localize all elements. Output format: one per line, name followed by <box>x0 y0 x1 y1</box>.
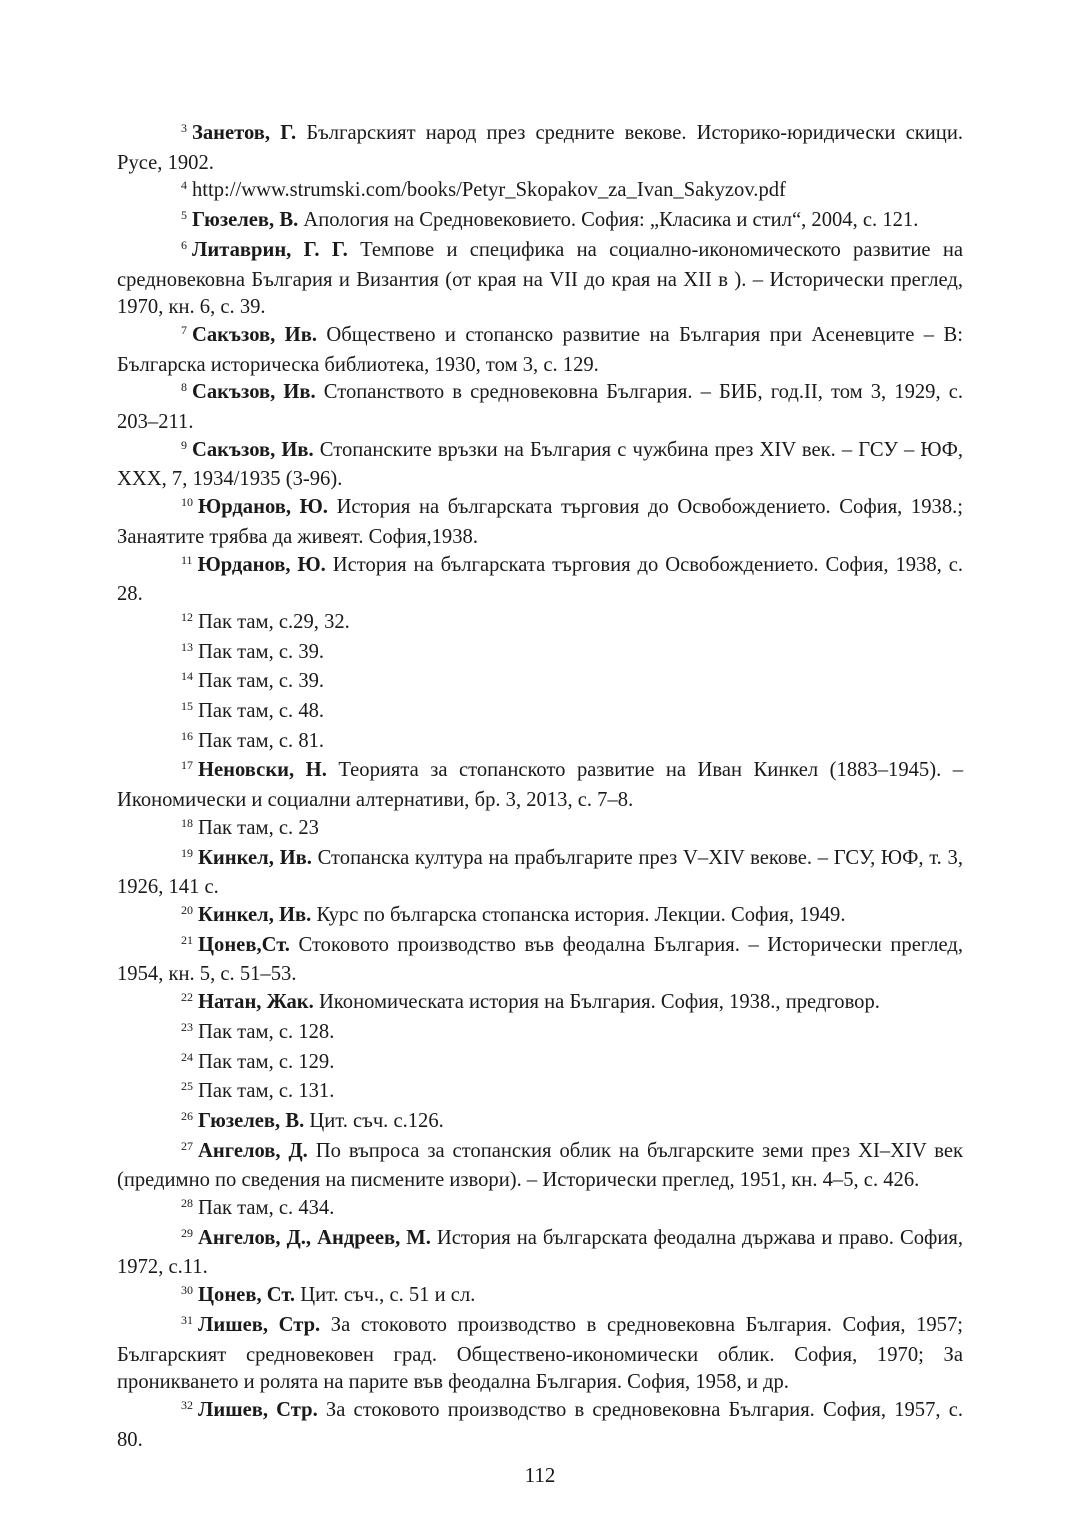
footnote-number: 19 <box>181 845 193 860</box>
footnote-15 <box>117 698 963 728</box>
footnote-text: Обществено и стопанско развитие на България при Асеневците – В: Българска историческа библиотека, 1930, том 3, с. 129. <box>117 323 963 376</box>
footnote-text: История на българската феодална държава и право. София, 1972, с.11. <box>117 1226 963 1279</box>
footnote-17 <box>117 757 963 814</box>
footnote-author: Гюзелев, В. <box>192 209 299 232</box>
footnote-18 <box>117 815 963 845</box>
footnote-number: 14 <box>181 669 193 684</box>
footnote-number: 29 <box>181 1225 193 1240</box>
footnote-author: Ангелов, Д., Андреев, М. <box>198 1226 431 1249</box>
footnote-number: 21 <box>181 932 193 947</box>
footnote-7 <box>117 322 963 379</box>
footnote-31 <box>117 1312 963 1397</box>
footnote-author: Гюзелев, В. <box>198 1109 305 1132</box>
footnote-author: Лишев, Стр. <box>198 1398 318 1421</box>
footnote-10 <box>117 494 963 551</box>
footnote-text: Темпове и специфика на социално-икономическото развитие на средновековна България и Византия (от края на VII до края на XII в ). – Исторически преглед, 1970, кн. 6, с. 39. <box>117 238 963 319</box>
footnote-text: За стоковото производство в средновековна България. София, 1957, с. 80. <box>117 1398 963 1451</box>
footnote-27 <box>117 1138 963 1195</box>
footnote-3 <box>117 120 963 177</box>
footnote-number: 4 <box>181 178 187 193</box>
footnote-number: 18 <box>181 815 193 830</box>
footnote-5 <box>117 207 963 237</box>
footnote-12 <box>117 609 963 639</box>
footnote-text: Цит. съч. с.126. <box>309 1109 444 1132</box>
footnote-number: 8 <box>181 380 187 395</box>
footnote-author: Юрданов, Ю. <box>197 553 326 576</box>
footnote-number: 32 <box>181 1397 193 1412</box>
footnote-8 <box>117 379 963 436</box>
footnote-number: 16 <box>181 728 193 743</box>
footnote-author: Цонев, Ст. <box>198 1284 296 1307</box>
footnote-text: Българският народ през средните векове. Историко-юридически скици. Русе, 1902. <box>117 122 963 174</box>
footnote-text: Теорията за стопанското развитие на Иван Кинкел (1883–1945). – Икономически и социални алтернативи, бр. 3, 2013, с. 7–8. <box>117 759 963 812</box>
footnote-number: 31 <box>181 1312 193 1327</box>
footnote-number: 28 <box>181 1196 193 1211</box>
footnote-number: 25 <box>181 1079 193 1094</box>
footnote-author: Занетов, Г. <box>192 122 297 144</box>
footnote-text: По въпроса за стопанския облик на българските земи през XI–XIV век (предимно по сведения на писмените извори). – Исторически преглед, 1951, кн. 4–5, с. 426. <box>117 1139 964 1192</box>
footnote-text: Пак там, с. 131. <box>198 1080 335 1103</box>
footnote-author: Сакъзов, Ив. <box>192 381 316 404</box>
footnote-text: Пак там, с. 39. <box>198 640 325 663</box>
footnote-text: Стопанските връзки на България с чужбина през XIV век. – ГСУ – ЮФ, XXX, 7, 1934/1935 (3-96). <box>117 438 963 491</box>
footnote-text: Пак там, с.29, 32. <box>198 610 350 633</box>
footnote-text: Пак там, с. 434. <box>198 1197 335 1220</box>
footnote-4 <box>117 177 963 207</box>
footnote-30 <box>117 1282 963 1312</box>
footnotes-list <box>117 120 963 1454</box>
footnote-21 <box>117 932 963 989</box>
footnote-author: Неновски, Н. <box>198 759 327 782</box>
footnote-number: 17 <box>181 758 193 773</box>
footnote-text: Пак там, с. 39. <box>198 670 325 693</box>
footnote-32 <box>117 1397 963 1454</box>
footnote-author: Ангелов, Д. <box>198 1139 308 1162</box>
footnote-author: Литаврин, Г. Г. <box>192 238 348 261</box>
footnote-number: 22 <box>181 990 193 1005</box>
footnote-number: 24 <box>181 1049 193 1064</box>
footnote-number: 30 <box>181 1283 193 1298</box>
footnote-text: Стоковото производство във феодална България. – Исторически преглед, 1954, кн. 5, с. 51–53. <box>117 933 964 986</box>
footnote-text: Пак там, с. 23 <box>198 816 319 839</box>
footnote-text: История на българската търговия до Освобождението. София, 1938.; Занаятите трябва да живеят. София,1938. <box>117 496 963 548</box>
footnote-number: 12 <box>181 609 193 624</box>
footnote-20 <box>117 902 963 932</box>
footnote-author: Юрданов, Ю. <box>198 496 328 519</box>
footnote-text: За стоковото производство в средновековна България. София, 1957; Българският средновековен град. Обществено-икономически облик. София, 1970; За проникването и ролята на парите във феодална България. София, 1958, и др. <box>117 1313 963 1394</box>
footnote-number: 26 <box>181 1108 193 1123</box>
footnote-number: 10 <box>181 495 193 510</box>
footnote-23 <box>117 1019 963 1049</box>
footnote-author: Кинкел, Ив. <box>198 903 312 926</box>
footnote-19 <box>117 845 963 902</box>
footnote-number: 23 <box>181 1019 193 1034</box>
footnote-25 <box>117 1078 963 1108</box>
footnote-text: Курс по българска стопанска история. Лекции. София, 1949. <box>316 903 846 926</box>
footnote-number: 6 <box>181 237 187 252</box>
footnote-9 <box>117 437 963 494</box>
footnote-text: Стопанска култура на прабългарите през V–XIV векове. – ГСУ, ЮФ, т. 3, 1926, 141 с. <box>117 846 963 899</box>
footnote-text: Икономическата история на България. София, 1938., предговор. <box>318 991 880 1014</box>
footnote-text: Цит. съч., с. 51 и сл. <box>300 1284 476 1307</box>
footnote-text: Пак там, с. 128. <box>198 1020 335 1043</box>
footnote-author: Цонев,Ст. <box>198 933 290 956</box>
footnote-author: Натан, Жак. <box>198 991 314 1014</box>
footnote-text: История на българската търговия до Освобождението. София, 1938, с. 28. <box>117 553 963 606</box>
footnote-author: Сакъзов, Ив. <box>192 438 314 461</box>
footnote-author: Кинкел, Ив. <box>198 846 312 869</box>
footnote-text: Апология на Средновековието. София: „Класика и стил“, 2004, с. 121. <box>303 209 919 232</box>
footnote-number: 15 <box>181 699 193 714</box>
footnote-author: Лишев, Стр. <box>198 1313 321 1336</box>
footnote-number: 20 <box>181 902 193 917</box>
footnote-text: Пак там, с. 81. <box>198 729 325 752</box>
footnote-6 <box>117 237 963 322</box>
page-number: 112 <box>524 1463 556 1487</box>
footnote-text: Пак там, с. 129. <box>198 1050 335 1073</box>
footnote-16 <box>117 728 963 758</box>
footnote-text[interactable]: http://www.strumski.com/books/Petyr_Skopakov_za_Ivan_Sakyzov.pdf <box>192 179 786 202</box>
footnote-number: 3 <box>181 121 187 135</box>
footnote-number: 7 <box>181 322 187 337</box>
footnote-26 <box>117 1108 963 1138</box>
footnote-22 <box>117 989 963 1019</box>
footnote-number: 27 <box>181 1138 193 1153</box>
footnote-29 <box>117 1225 963 1282</box>
footnote-11 <box>117 552 963 609</box>
footnote-number: 9 <box>181 437 187 452</box>
footnote-text: Пак там, с. 48. <box>198 700 325 723</box>
footnote-24 <box>117 1049 963 1079</box>
footnote-number: 13 <box>181 639 193 654</box>
footnote-13 <box>117 639 963 669</box>
footnote-author: Сакъзов, Ив. <box>192 323 317 346</box>
footnote-number: 11 <box>181 552 193 567</box>
footnote-28 <box>117 1195 963 1225</box>
footnote-number: 5 <box>181 208 187 223</box>
footnote-14 <box>117 668 963 698</box>
footnote-text: Стопанството в средновековна България. – БИБ, год.II, том 3, 1929, с. 203–211. <box>117 381 964 434</box>
